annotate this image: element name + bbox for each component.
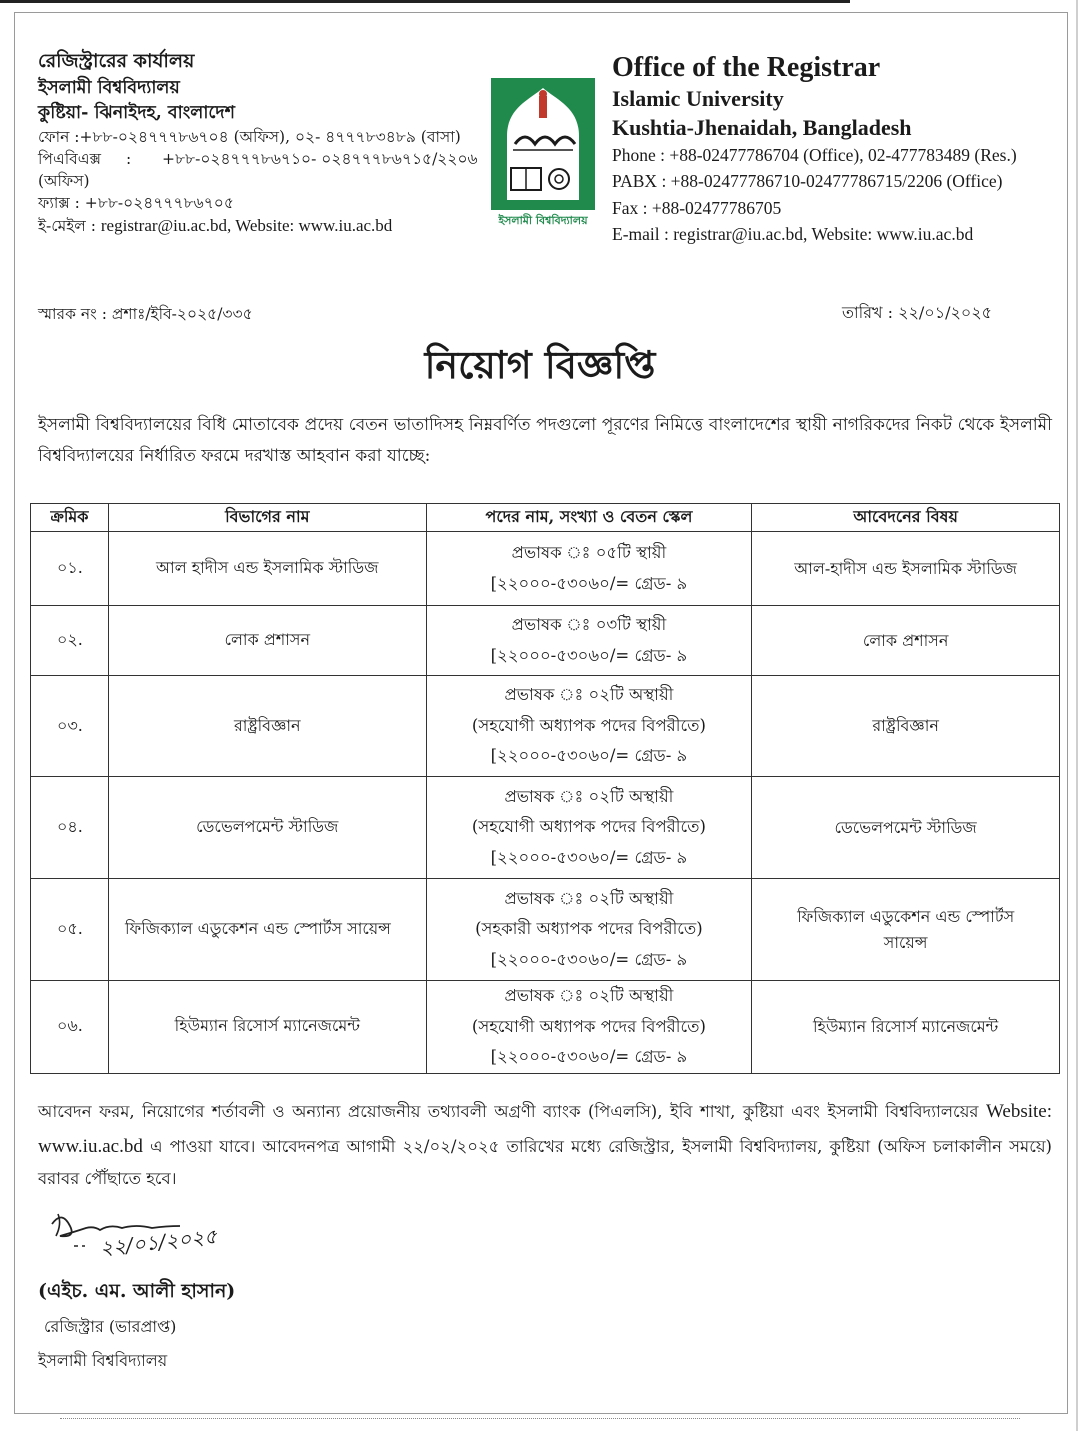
post-line: প্রভাষক ঃ ০২টি অস্থায়ী — [504, 786, 674, 806]
pabx-bn — [38, 148, 478, 170]
row-post — [426, 981, 752, 1074]
row-serial: ০১. — [31, 532, 109, 606]
table-row — [31, 532, 1060, 606]
pay-scale: [২২০০০-৫৩০৬০/= গ্রেড- ৯ — [490, 746, 688, 766]
memo-number: স্মারক নং : প্রশাঃ/ইবি-২০২৫/৩৩৫ — [38, 305, 253, 323]
bottom-edge-artifact — [60, 1418, 1020, 1423]
pay-scale: [২২০০০-৫৩০৬০/= গ্রেড- ৯ — [490, 1047, 688, 1067]
header-department: বিভাগের নাম — [108, 504, 426, 532]
row-department: ফিজিক্যাল এডুকেশন এন্ড স্পোর্টস সায়েন্স — [108, 879, 426, 981]
university-name-en: Islamic University — [612, 86, 784, 111]
post-line: প্রভাষক ঃ ০৫টি স্থায়ী — [511, 542, 667, 562]
pay-scale: [২২০০০-৫৩০৬০/= গ্রেড- ৯ — [490, 645, 688, 665]
location-en: Kushtia-Jhenaidah, Bangladesh — [612, 114, 912, 140]
row-subject: হিউম্যান রিসোর্স ম্যানেজমেন্ট — [752, 981, 1060, 1074]
post-line: প্রভাষক ঃ ০২টি অস্থায়ী — [504, 888, 674, 908]
intro-paragraph: ইসলামী বিশ্ববিদ্যালয়ের বিধি মোতাবেক প্রদেয় বেতন ভাতাদিসহ নিম্নবর্ণিত পদগুলো পূরণের নিমিত্তে বাংলাদেশের স্থায়ী নাগরিকদের নিকট থেকে ইসলামী বিশ্ববিদ্যালয়ের নির্ধারিত ফরমে দরখাস্ত আহবান করা যাচ্ছে: — [38, 415, 1052, 467]
row-post — [426, 879, 752, 981]
header-bangla — [38, 48, 478, 238]
email-bn — [38, 214, 478, 238]
right-edge — [1076, 0, 1078, 1431]
office-name-bn: রেজিস্ট্রারের কার্যালয় — [38, 50, 195, 72]
table-row — [31, 606, 1060, 676]
pabx-en: PABX : +88-02477786710-02477786715/2206 (Office) — [612, 171, 1003, 192]
row-department: হিউম্যান রিসোর্স ম্যানেজমেন্ট — [108, 981, 426, 1074]
post-line: প্রভাষক ঃ ০২টি অস্থায়ী — [504, 685, 674, 705]
header-english — [612, 50, 1062, 247]
header-subject: আবেদনের বিষয় — [752, 504, 1060, 532]
row-serial: ০৬. — [31, 981, 109, 1074]
row-department: লোক প্রশাসন — [108, 606, 426, 676]
instructions-part2: এ পাওয়া যাবে। আবেদনপত্র আগামী ২২/০২/২০২৫ তারিখের মধ্যে রেজিস্ট্রার, ইসলামী বিশ্ববিদ্যালয়, কুষ্টিয়া (অফিস চলাকালীন সময়ে) বরাবর পৌঁছাতে হবে। — [38, 1137, 1052, 1189]
pay-scale: [২২০০০-৫৩০৬০/= গ্রেড- ৯ — [490, 573, 688, 593]
post-line: প্রভাষক ঃ ০২টি অস্থায়ী — [504, 986, 674, 1005]
handwritten-signature — [44, 1206, 244, 1276]
row-department: রাষ্ট্রবিজ্ঞান — [108, 676, 426, 777]
location-bn: কুষ্টিয়া- ঝিনাইদহ, বাংলাদেশ — [38, 102, 235, 123]
row-serial: ০২. — [31, 606, 109, 676]
phone-en: Phone : +88-02477786704 (Office), 02-477783489 (Res.) — [612, 145, 1017, 166]
phone-bn: ফোন :+৮৮-০২৪৭৭৭৮৬৭০৪ (অফিস), ০২- ৪৭৭৭৮৩৪৮৯ (বাসা) — [38, 128, 461, 147]
table-header-row — [31, 504, 1060, 532]
pay-scale: [২২০০০-৫৩০৬০/= গ্রেড- ৯ — [490, 949, 688, 969]
office-name-en: Office of the Registrar — [612, 52, 881, 83]
pabx-note: (অফিস) — [38, 172, 90, 191]
signatory-name: (এইচ. এম. আলী হাসান) — [38, 1280, 236, 1302]
pabx-value: +৮৮-০২৪৭৭৭৮৬৭১০- ০২৪৭৭৭৮৬৭১৫/২২০৬ — [162, 150, 478, 169]
fax-en: Fax : +88-02477786705 — [612, 197, 782, 218]
table-row — [31, 676, 1060, 777]
row-subject: আল-হাদীস এন্ড ইসলামিক স্টাডিজ — [752, 532, 1060, 606]
top-border-line — [0, 0, 850, 3]
signatory-title: রেজিস্ট্রার (ভারপ্রাপ্ত) — [44, 1317, 177, 1336]
vacancy-table — [30, 503, 1060, 1074]
signature-date: ২২/০১/২০২৫ — [98, 1223, 219, 1261]
email-value-bn: registrar@iu.ac.bd, Website: www.iu.ac.bd — [100, 216, 393, 236]
pay-scale: [২২০০০-৫৩০৬০/= গ্রেড- ৯ — [490, 847, 688, 867]
pabx-colon: : — [126, 150, 132, 169]
row-serial: ০৩. — [31, 676, 109, 777]
instructions-part1: আবেদন ফরম, নিয়োগের শর্তাবলী ও অন্যান্য প্রয়োজনীয় তথ্যাবলী অগ্রণী ব্যাংক (পিএলসি), ইবি শাখা, কুষ্টিয়া এবং ইসলামী বিশ্ববিদ্যালয়ের — [38, 1102, 986, 1121]
row-subject: রাষ্ট্রবিজ্ঞান — [752, 676, 1060, 777]
pabx-label: পিএবিএক্স — [38, 150, 101, 169]
email-en: E-mail : registrar@iu.ac.bd, Website: www.iu.ac.bd — [612, 223, 974, 244]
signatory-org: ইসলামী বিশ্ববিদ্যালয় — [38, 1351, 168, 1370]
post-line: প্রভাষক ঃ ০৩টি স্থায়ী — [511, 614, 667, 634]
notice-date: তারিখ : ২২/০১/২০২৫ — [842, 303, 993, 322]
fax-bn: ফ্যাক্স : +৮৮-০২৪৭৭৭৮৬৭০৫ — [38, 194, 234, 213]
row-post — [426, 532, 752, 606]
logo-emblem-icon — [489, 78, 597, 228]
logo-caption: ইসলামী বিশ্ববিদ্যালয় — [498, 214, 588, 227]
row-post — [426, 777, 752, 879]
row-subject: ফিজিক্যাল এডুকেশন এন্ড স্পোর্টস সায়েন্স — [752, 879, 1060, 981]
row-subject: ডেভেলপমেন্ট স্টাডিজ — [752, 777, 1060, 879]
instructions-website: Website: www.iu.ac.bd — [38, 1101, 1052, 1158]
university-logo — [489, 78, 597, 228]
table-row — [31, 777, 1060, 879]
row-post — [426, 676, 752, 777]
application-instructions — [38, 1094, 1052, 1195]
row-post — [426, 606, 752, 676]
university-name-bn: ইসলামী বিশ্ববিদ্যালয় — [38, 77, 180, 98]
row-serial: ০৫. — [31, 879, 109, 981]
row-department: ডেভেলপমেন্ট স্টাডিজ — [108, 777, 426, 879]
row-subject: লোক প্রশাসন — [752, 606, 1060, 676]
table-row — [31, 981, 1060, 1074]
post-note: (সহকারী অধ্যাপক পদের বিপরীতে) — [475, 919, 703, 939]
row-department: আল হাদীস এন্ড ইসলামিক স্টাডিজ — [108, 532, 426, 606]
header-serial: ক্রমিক — [31, 504, 109, 532]
header-post: পদের নাম, সংখ্যা ও বেতন স্কেল — [426, 504, 752, 532]
table-row — [31, 879, 1060, 981]
email-label-bn: ই-মেইল : — [38, 217, 101, 236]
notice-title: নিয়োগ বিজ্ঞপ্তি — [424, 342, 656, 387]
post-note: (সহযোগী অধ্যাপক পদের বিপরীতে) — [471, 715, 706, 735]
post-note: (সহযোগী অধ্যাপক পদের বিপরীতে) — [471, 817, 706, 837]
post-note: (সহযোগী অধ্যাপক পদের বিপরীতে) — [471, 1016, 706, 1036]
row-serial: ০৪. — [31, 777, 109, 879]
